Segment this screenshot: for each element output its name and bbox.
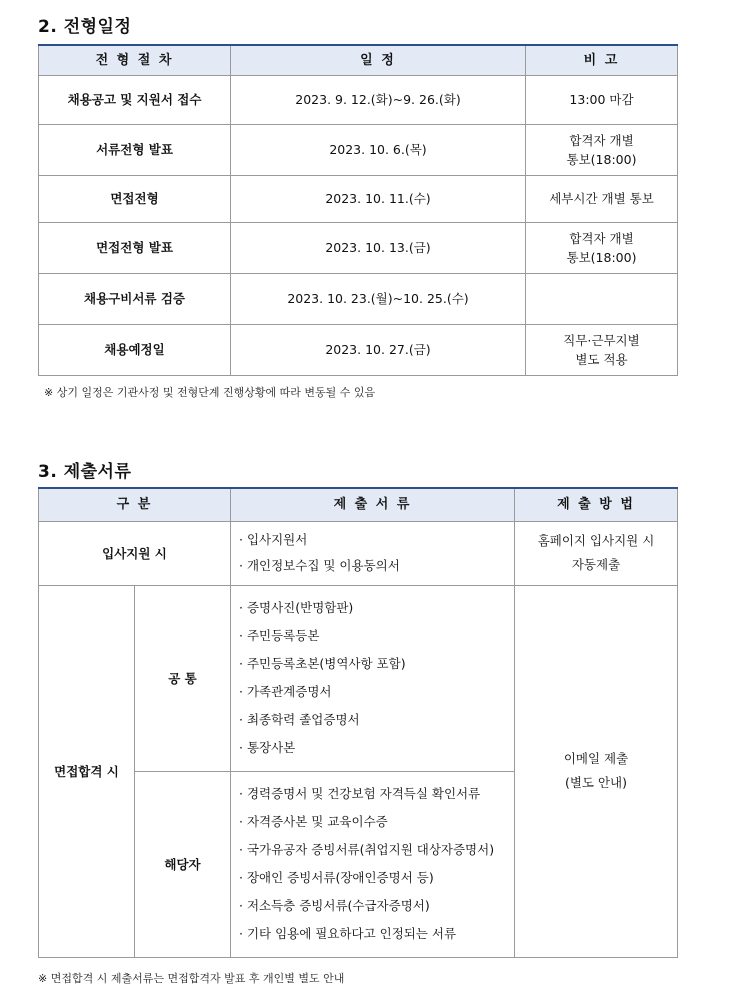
header-category: 구 분 [39, 488, 231, 521]
schedule-table [38, 44, 678, 376]
header-note: 비 고 [526, 45, 678, 75]
step-cell: 채용예정일 [39, 324, 231, 375]
note-cell: 13:00 마감 [526, 75, 678, 124]
date-cell: 2023. 10. 27.(금) [231, 324, 526, 375]
list-item: · 입사지원서 [239, 527, 514, 553]
date-cell: 2023. 10. 13.(금) [231, 222, 526, 273]
date-cell: 2023. 10. 23.(월)~10. 25.(수) [231, 273, 526, 324]
list-item: · 국가유공자 증빙서류(취업지원 대상자증명서) [239, 836, 514, 864]
step-cell: 면접전형 [39, 175, 231, 222]
pass-method: 이메일 제출 (별도 안내) [515, 585, 678, 957]
apply-method: 홈페이지 입사지원 시 자동제출 [515, 521, 678, 585]
header-method: 제 출 방 법 [515, 488, 678, 521]
list-item: · 개인정보수집 및 이용동의서 [239, 553, 514, 579]
apply-label: 입사지원 시 [39, 521, 231, 585]
table-row [39, 222, 678, 273]
date-cell: 2023. 10. 6.(목) [231, 124, 526, 175]
applicable-docs-cell [231, 771, 515, 957]
note-cell: 합격자 개별 통보(18:00) [526, 222, 678, 273]
header-documents: 제 출 서 류 [231, 488, 515, 521]
documents-table [38, 487, 678, 958]
table-row [39, 175, 678, 222]
list-item: · 주민등록초본(병역사항 포함) [239, 650, 514, 678]
applicable-label: 해당자 [135, 771, 231, 957]
common-label: 공 통 [135, 585, 231, 771]
list-item: · 기타 임용에 필요하다고 인정되는 서류 [239, 920, 514, 948]
note-cell: 직무·근무지별 별도 적용 [526, 324, 678, 375]
schedule-footnote: ※ 상기 일정은 기관사정 및 전형단계 진행상황에 따라 변동될 수 있음 [44, 386, 376, 399]
list-item: · 최종학력 졸업증명서 [239, 706, 514, 734]
header-step: 전 형 절 차 [39, 45, 231, 75]
list-item: · 주민등록등본 [239, 622, 514, 650]
list-item: · 가족관계증명서 [239, 678, 514, 706]
list-item: · 경력증명서 및 건강보험 자격득실 확인서류 [239, 780, 514, 808]
step-cell: 채용공고 및 지원서 접수 [39, 75, 231, 124]
section-3-title: 3. 제출서류 [38, 462, 132, 482]
header-date: 일 정 [231, 45, 526, 75]
common-docs-cell [231, 585, 515, 771]
table-row [39, 124, 678, 175]
documents-footnote: ※ 면접합격 시 제출서류는 면접합격자 발표 후 개인별 별도 안내 [38, 972, 345, 985]
section-2-title: 2. 전형일정 [38, 17, 132, 37]
date-cell: 2023. 9. 12.(화)~9. 26.(화) [231, 75, 526, 124]
step-cell: 면접전형 발표 [39, 222, 231, 273]
table-row [39, 273, 678, 324]
table-row [39, 324, 678, 375]
note-cell: 세부시간 개별 통보 [526, 175, 678, 222]
list-item: · 장애인 증빙서류(장애인증명서 등) [239, 864, 514, 892]
step-cell: 서류전형 발표 [39, 124, 231, 175]
step-cell: 채용구비서류 검증 [39, 273, 231, 324]
list-item: · 저소득층 증빙서류(수급자증명서) [239, 892, 514, 920]
pass-label: 면접합격 시 [39, 585, 135, 957]
list-item: · 증명사진(반명함판) [239, 594, 514, 622]
list-item: · 통장사본 [239, 734, 514, 762]
date-cell: 2023. 10. 11.(수) [231, 175, 526, 222]
table-row [39, 75, 678, 124]
note-cell [526, 273, 678, 324]
list-item: · 자격증사본 및 교육이수증 [239, 808, 514, 836]
note-cell: 합격자 개별 통보(18:00) [526, 124, 678, 175]
apply-docs-cell [231, 521, 515, 585]
